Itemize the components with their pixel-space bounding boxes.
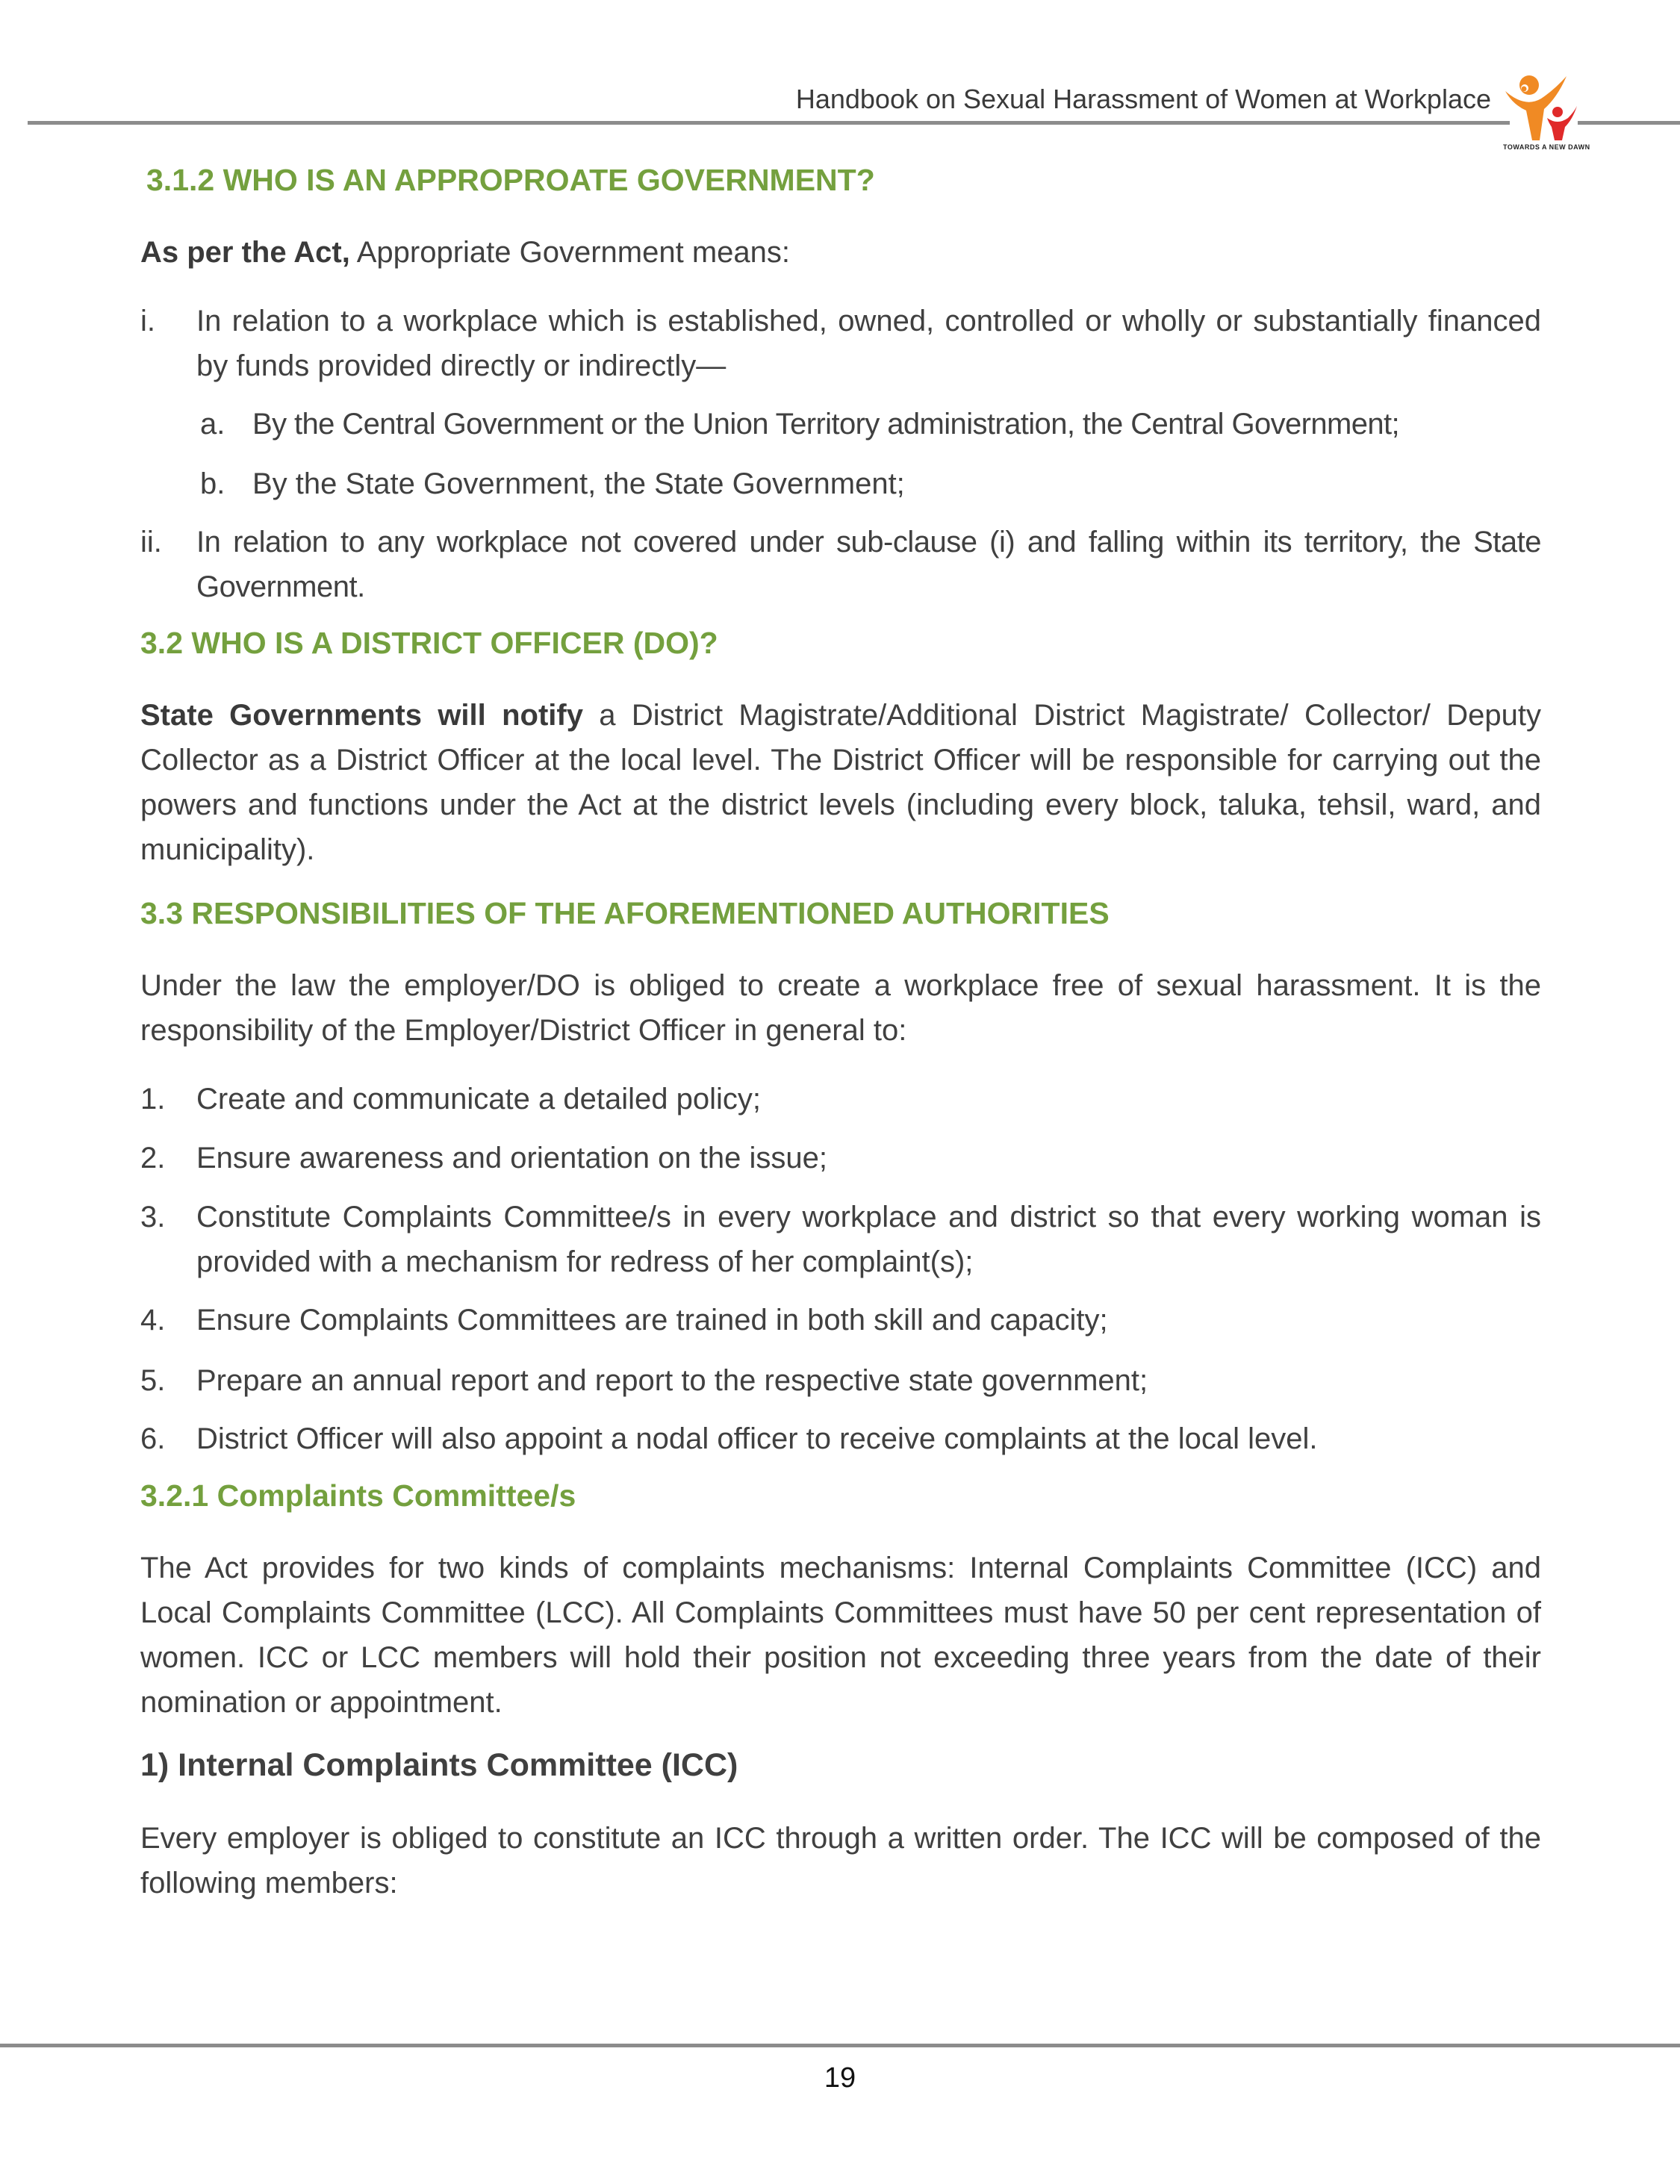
list-marker: 6.	[140, 1422, 166, 1455]
section-heading-3-1-2: 3.1.2 WHO IS AN APPROPROATE GOVERNMENT?	[146, 163, 875, 197]
list-item	[140, 1358, 1541, 1403]
list-item	[140, 1077, 1541, 1121]
section-heading-3-2: 3.2 WHO IS A DISTRICT OFFICER (DO)?	[140, 626, 718, 660]
para-text: a District Magistrate/Additional District Magistrate/ Collector/ Deputy Collector as a District Officer at the local level. The District Officer will be responsible for carrying out the powers and functions under the Act at the district levels (including every block, taluka, tehsil, ward, and municipality).	[140, 699, 1541, 866]
list-text: By the Central Government or the Union Territory administration, the Central Government;	[252, 408, 1400, 441]
footer-rule	[0, 2044, 1680, 2047]
page-number: 19	[824, 2062, 856, 2094]
list-marker: 2.	[140, 1142, 166, 1175]
list-marker: i.	[140, 305, 155, 337]
list-item	[140, 461, 1541, 506]
intro-bold: As per the Act,	[140, 236, 350, 269]
list-item	[140, 1298, 1541, 1343]
list-text: Create and communicate a detailed policy;	[196, 1083, 761, 1116]
list-item	[140, 402, 1541, 447]
para-bold: State Governments will notify	[140, 699, 583, 732]
district-officer-paragraph	[140, 693, 1541, 872]
intro-text: Appropriate Government means:	[349, 236, 791, 269]
subsection-heading-icc: 1) Internal Complaints Committee (ICC)	[140, 1747, 738, 1783]
list-text: Ensure awareness and orientation on the issue;	[196, 1142, 827, 1175]
list-text: In relation to a workplace which is established, owned, controlled or wholly or substantially financed by funds provided directly or indirectly—	[196, 305, 1541, 382]
icc-paragraph: Every employer is obliged to constitute an ICC through a written order. The ICC will be composed of the following members:	[140, 1822, 1541, 1900]
list-marker: 3.	[140, 1201, 166, 1233]
list-marker: a.	[200, 408, 225, 441]
list-marker: b.	[200, 467, 225, 500]
list-item	[140, 299, 1541, 388]
list-item	[140, 1136, 1541, 1180]
logo-tagline: TOWARDS A NEW DAWN	[1503, 143, 1590, 151]
list-text: By the State Government, the State Government;	[252, 467, 905, 500]
section-heading-3-3: 3.3 RESPONSIBILITIES OF THE AFOREMENTIONED AUTHORITIES	[140, 896, 1110, 930]
list-text: Constitute Complaints Committee/s in every workplace and district so that every working woman is provided with a mechanism for redress of her complaint(s);	[196, 1201, 1541, 1278]
list-marker: ii.	[140, 526, 162, 559]
complaints-committee-paragraph: The Act provides for two kinds of complaints mechanisms: Internal Complaints Committee (ICC) and Local Complaints Committee (LCC). All Complaints Committees must have 50 per cent representation of women. ICC or LCC members will hold their position not exceeding three years from the date of their nomination or appointment.	[140, 1552, 1541, 1719]
intro-paragraph	[140, 230, 1541, 275]
list-text: In relation to any workplace not covered under sub-clause (i) and falling within its territory, the State Government.	[196, 526, 1541, 603]
list-item	[140, 1195, 1541, 1284]
list-text: Prepare an annual report and report to the respective state government;	[196, 1364, 1148, 1397]
list-item	[140, 520, 1541, 609]
section-heading-3-2-1: 3.2.1 Complaints Committee/s	[140, 1478, 576, 1513]
header-rule	[28, 121, 1510, 125]
responsibilities-paragraph: Under the law the employer/DO is obliged to create a workplace free of sexual harassment. It is the responsibility of the Employer/District Officer in general to:	[140, 969, 1541, 1047]
list-text: District Officer will also appoint a nodal officer to receive complaints at the local level.	[196, 1422, 1318, 1455]
list-marker: 4.	[140, 1304, 166, 1337]
running-header-title: Handbook on Sexual Harassment of Women at Workplace	[795, 84, 1491, 114]
list-text: Ensure Complaints Committees are trained in both skill and capacity;	[196, 1304, 1108, 1337]
list-marker: 5.	[140, 1364, 166, 1397]
list-item	[140, 1416, 1541, 1461]
list-marker: 1.	[140, 1083, 166, 1116]
header-rule-right	[1578, 121, 1680, 125]
